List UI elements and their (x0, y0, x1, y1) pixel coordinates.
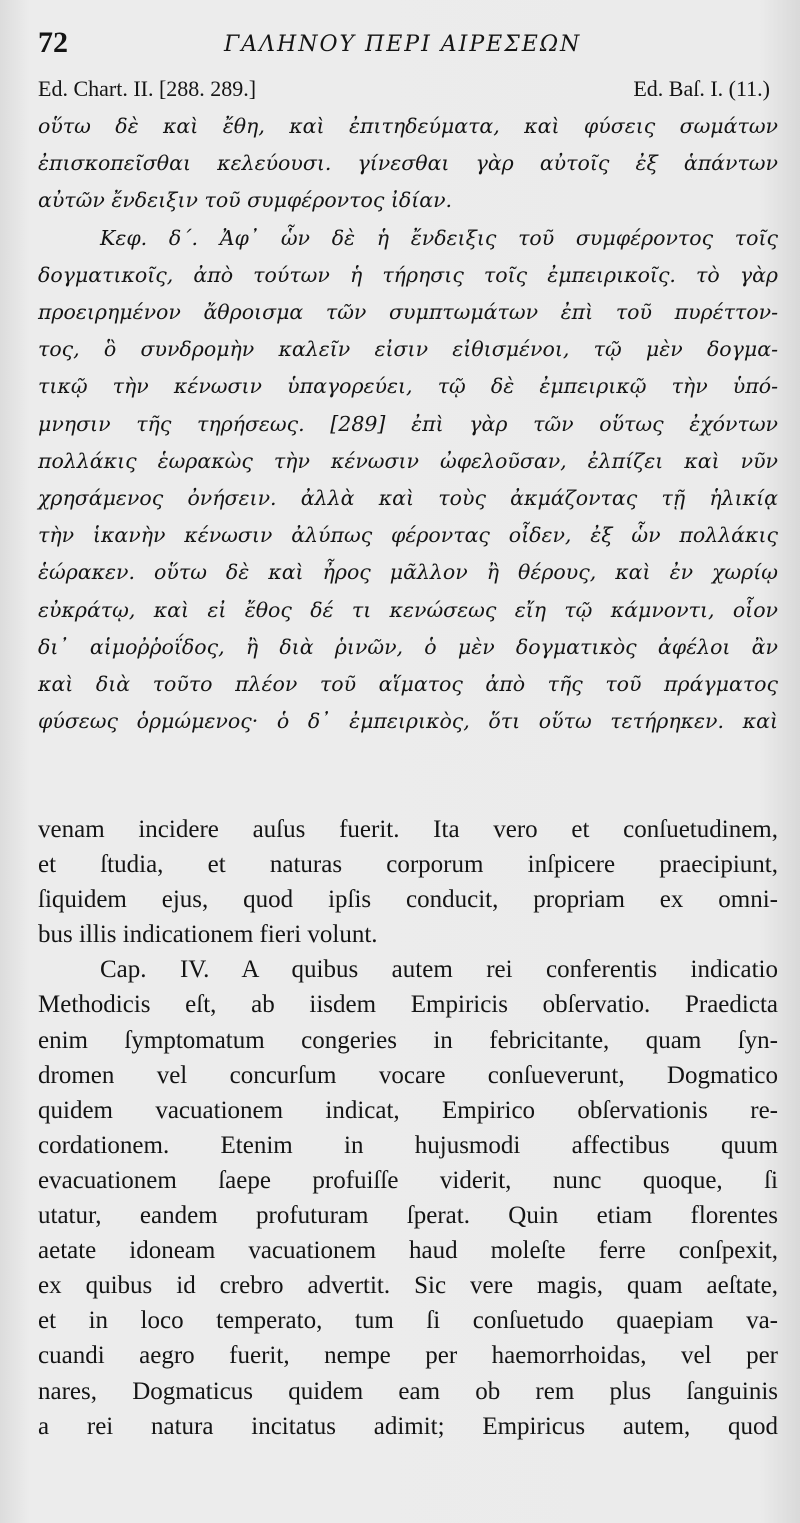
greek-line: δι᾽ αἱμοῤῥοΐδος, ἢ διὰ ῥινῶν, ὁ μὲν δογματικὸς ἀφέλοι ἂν (38, 634, 778, 659)
greek-line: τος, ὃ συνδρομὴν καλεῖν εἰσιν εἰθισμένοι, τῷ μὲν δογμα- (38, 337, 778, 362)
latin-line: et in loco temperato, tum ſi conſuetudo quaepiam va- (38, 1307, 778, 1335)
page-number: 72 (38, 26, 68, 59)
greek-line: τὴν ἱκανὴν κένωσιν ἀλύπως φέροντας οἶδεν, ἐξ ὧν πολλάκις (38, 523, 778, 548)
latin-line: evacuationem ſaepe profuiſſe viderit, nunc quoque, ſi (38, 1166, 778, 1194)
latin-text-block (38, 812, 778, 1444)
greek-line: τικῷ τὴν κένωσιν ὑπαγορεύει, τῷ δὲ ἐμπειρικῷ τὴν ὑπό- (38, 374, 778, 399)
latin-line: dromen vel concurſum vocare conſueverunt, Dogmatico (38, 1061, 778, 1089)
greek-line: ἐπισκοπεῖσθαι κελεύουσι. γίνεσθαι γὰρ αὐτοῖς ἐξ ἁπάντων (38, 151, 778, 176)
latin-line: ex quibus id crebro advertit. Sic vere magis, quam aeſtate, (38, 1272, 778, 1300)
latin-line: cordationem. Etenim in hujusmodi affectibus quum (38, 1131, 778, 1159)
latin-line: venam incidere auſus fuerit. Ita vero et conſuetudinem, (38, 816, 778, 843)
greek-line: φύσεως ὁρμώμενος· ὁ δ᾽ ἐμπειρικὸς, ὅτι οὕτω τετήρηκεν. καὶ (38, 709, 778, 734)
latin-line: Methodicis eſt, ab iisdem Empiricis obſervatio. Praedicta (38, 991, 778, 1019)
running-title: ΓΑΛΗΝΟΥ ΠΕΡΙ ΑΙΡΕΣΕΩΝ (224, 32, 582, 57)
latin-line: aetate idoneam vacuationem haud moleſte ferre conſpexit, (38, 1237, 778, 1265)
latin-line: ſiquidem ejus, quod ipſis conducit, propriam ex omni- (38, 886, 778, 914)
latin-line: quidem vacuationem indicat, Empirico obſervationis re- (38, 1096, 778, 1124)
greek-line: αὐτῶν ἔνδειξιν τοῦ συμφέροντος ἰδίαν. (38, 188, 453, 213)
edition-reference-left: Ed. Chart. II. [288. 289.] (38, 76, 257, 101)
latin-line: a rei natura incitatus adimit; Empiricus autem, quod (38, 1412, 778, 1440)
latin-line: enim ſymptomatum congeries in febricitante, quam ſyn- (38, 1026, 778, 1054)
latin-line: cuandi aegro fuerit, nempe per haemorrhoidas, vel per (38, 1342, 778, 1370)
greek-line: εὐκράτῳ, καὶ εἰ ἔθος δέ τι κενώσεως εἴη τῷ κάμνοντι, οἷον (38, 597, 778, 622)
greek-line: καὶ διὰ τοῦτο πλέον τοῦ αἵματος ἀπὸ τῆς τοῦ πράγματος (38, 672, 778, 697)
latin-line: et ſtudia, et naturas corporum inſpicere praecipiunt, (38, 851, 778, 879)
greek-text-block (38, 108, 778, 740)
latin-line: nares, Dogmaticus quidem eam ob rem plus ſanguinis (38, 1377, 778, 1405)
latin-line: Cap. IV. A quibus autem rei conferentis indicatio (100, 956, 778, 984)
greek-line: χρησάμενος ὀνήσειν. ἀλλὰ καὶ τοὺς ἀκμάζοντας τῇ ἡλικίᾳ (38, 486, 778, 511)
edition-reference-right: Ed. Baſ. I. (11.) (633, 76, 770, 101)
greek-line: πολλάκις ἑωρακὼς τὴν κένωσιν ὠφελοῦσαν, ἐλπίζει καὶ νῦν (38, 448, 778, 473)
greek-line: δογματικοῖς, ἀπὸ τούτων ἡ τήρησις τοῖς ἐμπειρικοῖς. τὸ γὰρ (38, 262, 778, 287)
greek-line: προειρημένον ἄθροισμα τῶν συμπτωμάτων ἐπὶ τοῦ πυρέττον- (38, 300, 778, 325)
latin-line: bus illis indicationem fieri volunt. (38, 921, 378, 949)
greek-line: ἑώρακεν. οὕτω δὲ καὶ ἦρος μᾶλλον ἢ θέρους, καὶ ἐν χωρίῳ (38, 560, 778, 585)
greek-line: μνησιν τῆς τηρήσεως. [289] ἐπὶ γὰρ τῶν οὕτως ἐχόντων (38, 411, 778, 436)
greek-line: οὕτω δὲ καὶ ἔθη, καὶ ἐπιτηδεύματα, καὶ φύσεις σωμάτων (38, 114, 778, 138)
latin-line: utatur, eandem profuturam ſperat. Quin etiam florentes (38, 1202, 778, 1230)
greek-line: Κεφ. δ΄. Ἀφ᾽ ὧν δὲ ἡ ἔνδειξις τοῦ συμφέροντος τοῖς (100, 225, 778, 250)
